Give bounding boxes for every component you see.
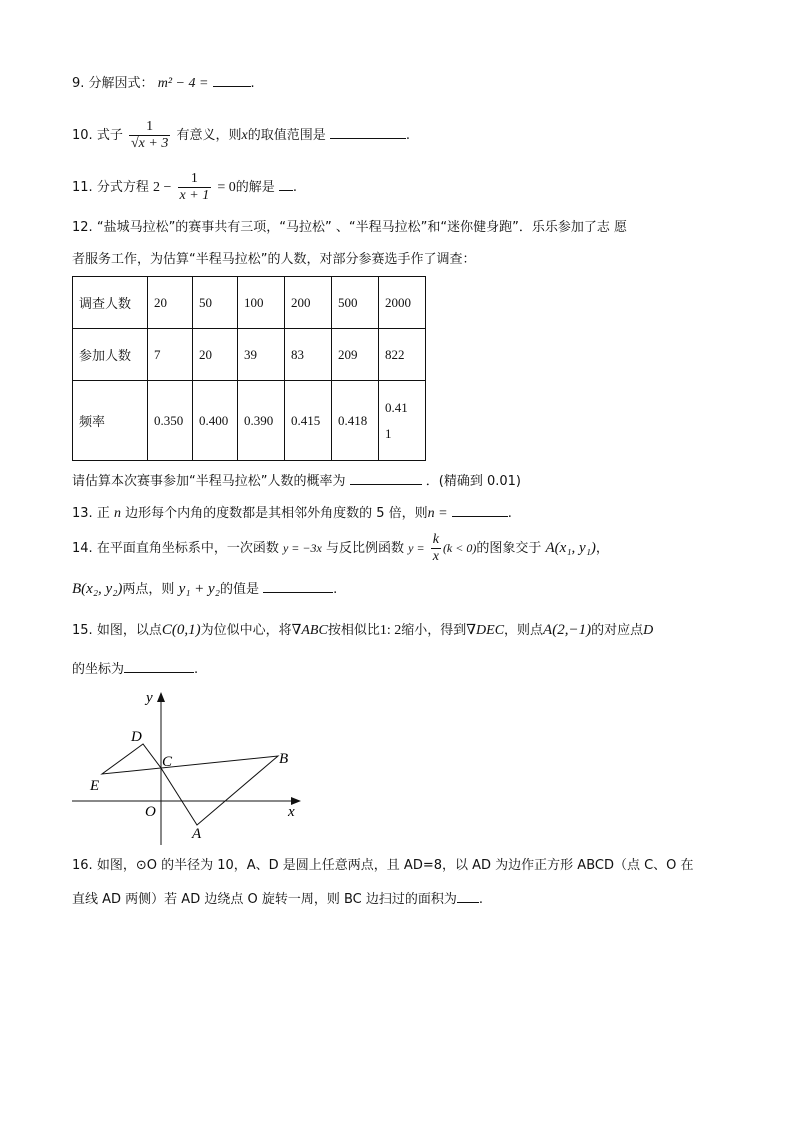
math-expression: y = — [408, 541, 425, 555]
math-expression: C(0,1) — [161, 622, 201, 638]
triangle-dec — [102, 744, 161, 774]
math-expression: (k < 0) — [442, 541, 477, 555]
math-expression: B(x₂, y₂) — [72, 581, 123, 597]
fraction-denominator: √x + 3 — [130, 136, 169, 151]
question-text: 的对应点 — [591, 623, 644, 638]
table-cell: 2000 — [379, 277, 426, 329]
table-cell: 500 — [332, 277, 379, 329]
math-expression: m² − 4 = — [157, 76, 209, 91]
point-d-label: D — [131, 729, 142, 745]
question-16-line-1 — [72, 856, 694, 876]
table-cell: 822 — [379, 329, 426, 381]
point-b-label: B — [279, 751, 289, 767]
question-text: 请估算本次赛事参加“半程马拉松”人数的概率为 — [72, 474, 346, 489]
variable: x — [241, 128, 248, 143]
question-text: 的值是 — [219, 582, 259, 597]
table-cell: 20 — [193, 329, 238, 381]
fraction-denominator: x — [432, 549, 439, 564]
question-text: 与反比例函数 — [325, 541, 404, 556]
question-text: ．(精确到 0.01) — [425, 474, 521, 489]
table-cell: 0.390 — [238, 381, 285, 461]
math-expression: y = −3x — [282, 541, 322, 555]
table-cell: 0.400 — [193, 381, 238, 461]
table-cell: 20 — [148, 277, 193, 329]
question-text: 按相似比 — [327, 623, 380, 638]
period: . — [292, 180, 298, 195]
question-text: 在平面直角坐标系中，一次函数 — [96, 541, 279, 556]
math-expression: y₁ + y₂ — [178, 581, 220, 597]
fraction-numerator: 1 — [178, 171, 212, 188]
math-expression: A(2,−1) — [543, 622, 592, 638]
math-expression: 2 − — [152, 180, 172, 195]
question-text: 分解因式： — [88, 76, 154, 91]
question-text: 边形每个内角的度数都是其相邻外角度数的 5 倍，则 — [125, 506, 428, 521]
period: . — [194, 662, 199, 677]
question-text: 缩小，得到 — [401, 623, 467, 638]
answer-blank — [457, 888, 479, 903]
question-text: 有意义，则 — [176, 128, 242, 143]
x-axis-label: x — [288, 804, 295, 820]
question-number: 13. — [72, 506, 93, 521]
row-header: 频率 — [73, 381, 148, 461]
math-expression: = 0 — [217, 180, 236, 195]
point-c-label: C — [162, 754, 173, 770]
question-text: 的取值范围是 — [247, 128, 326, 143]
row-header: 调查人数 — [73, 277, 148, 329]
fraction-numerator: k — [432, 532, 439, 547]
point-a-label: A — [192, 826, 202, 842]
question-text: ， — [595, 541, 609, 556]
question-text: 式子 — [96, 128, 123, 143]
table-cell: 0.418 — [332, 381, 379, 461]
table-cell: 100 — [238, 277, 285, 329]
period: . — [333, 582, 338, 597]
row-header: 参加人数 — [73, 329, 148, 381]
question-number: 12. — [72, 220, 93, 235]
table-cell: 0.415 — [285, 381, 332, 461]
question-text: 的解是 — [235, 180, 275, 195]
point-e-label: E — [90, 778, 100, 794]
variable: D — [643, 623, 654, 638]
question-text: 的坐标为 — [72, 662, 125, 677]
table-cell: 83 — [285, 329, 332, 381]
table-cell: 0.350 — [148, 381, 193, 461]
math-expression: A(x₁, y₁) — [545, 540, 596, 556]
cell-line: 0.41 — [385, 399, 408, 415]
question-text: 为位似中心，将 — [200, 623, 292, 638]
table-cell: 39 — [238, 329, 285, 381]
question-text: 直线 AD 两侧）若 AD 边绕点 O 旋转一周，则 BC 边扫过的面积为 — [72, 892, 457, 907]
origin-label: O — [145, 804, 156, 820]
question-text: 如图，⊙O 的半径为 10，A、D 是圆上任意两点，且 AD=8，以 AD 为边作正方形 ABCD（点 C、O 在 — [96, 858, 694, 873]
table-cell: 50 — [193, 277, 238, 329]
question-text: 如图，以点 — [96, 623, 162, 638]
table-cell: 200 — [285, 277, 332, 329]
question-text: “盐城马拉松”的赛事共有三项，“马拉松” 、“半程马拉松”和“迷你健身跑”．乐乐参加了志 愿 — [96, 220, 627, 235]
cell-line: 1 — [385, 425, 392, 441]
period: . — [507, 506, 512, 521]
question-number: 15. — [72, 623, 93, 638]
question-16-line-2 — [72, 888, 483, 910]
table-cell: 209 — [332, 329, 379, 381]
math-expression: ∇DEC — [466, 623, 505, 638]
question-text: 正 — [96, 506, 110, 521]
period: . — [250, 76, 255, 91]
fraction-numerator: 1 — [129, 119, 170, 136]
period: . — [478, 892, 484, 907]
question-text: 的图象交于 — [476, 541, 542, 556]
math-expression: ∇ABC — [291, 623, 328, 638]
question-number: 9. — [72, 76, 85, 91]
question-number: 16. — [72, 858, 93, 873]
variable: n — [113, 506, 121, 521]
question-number: 11. — [72, 180, 93, 195]
question-number: 10. — [72, 128, 93, 143]
math-expression: n = — [427, 506, 448, 521]
question-text: 者服务工作，为估算“半程马拉松”的人数，对部分参赛选手作了调查： — [72, 252, 476, 267]
question-text: 两点，则 — [122, 582, 175, 597]
y-axis-label: y — [146, 690, 153, 706]
question-number: 14. — [72, 541, 93, 556]
y-axis-arrow-icon — [157, 692, 165, 702]
question-text: 分式方程 — [96, 180, 149, 195]
table-cell: 7 — [148, 329, 193, 381]
triangle-abc — [161, 756, 278, 825]
question-text: ，则点 — [504, 623, 544, 638]
math-expression: 1: 2 — [379, 623, 402, 638]
fraction-denominator: x + 1 — [179, 188, 210, 203]
period: . — [405, 128, 411, 143]
